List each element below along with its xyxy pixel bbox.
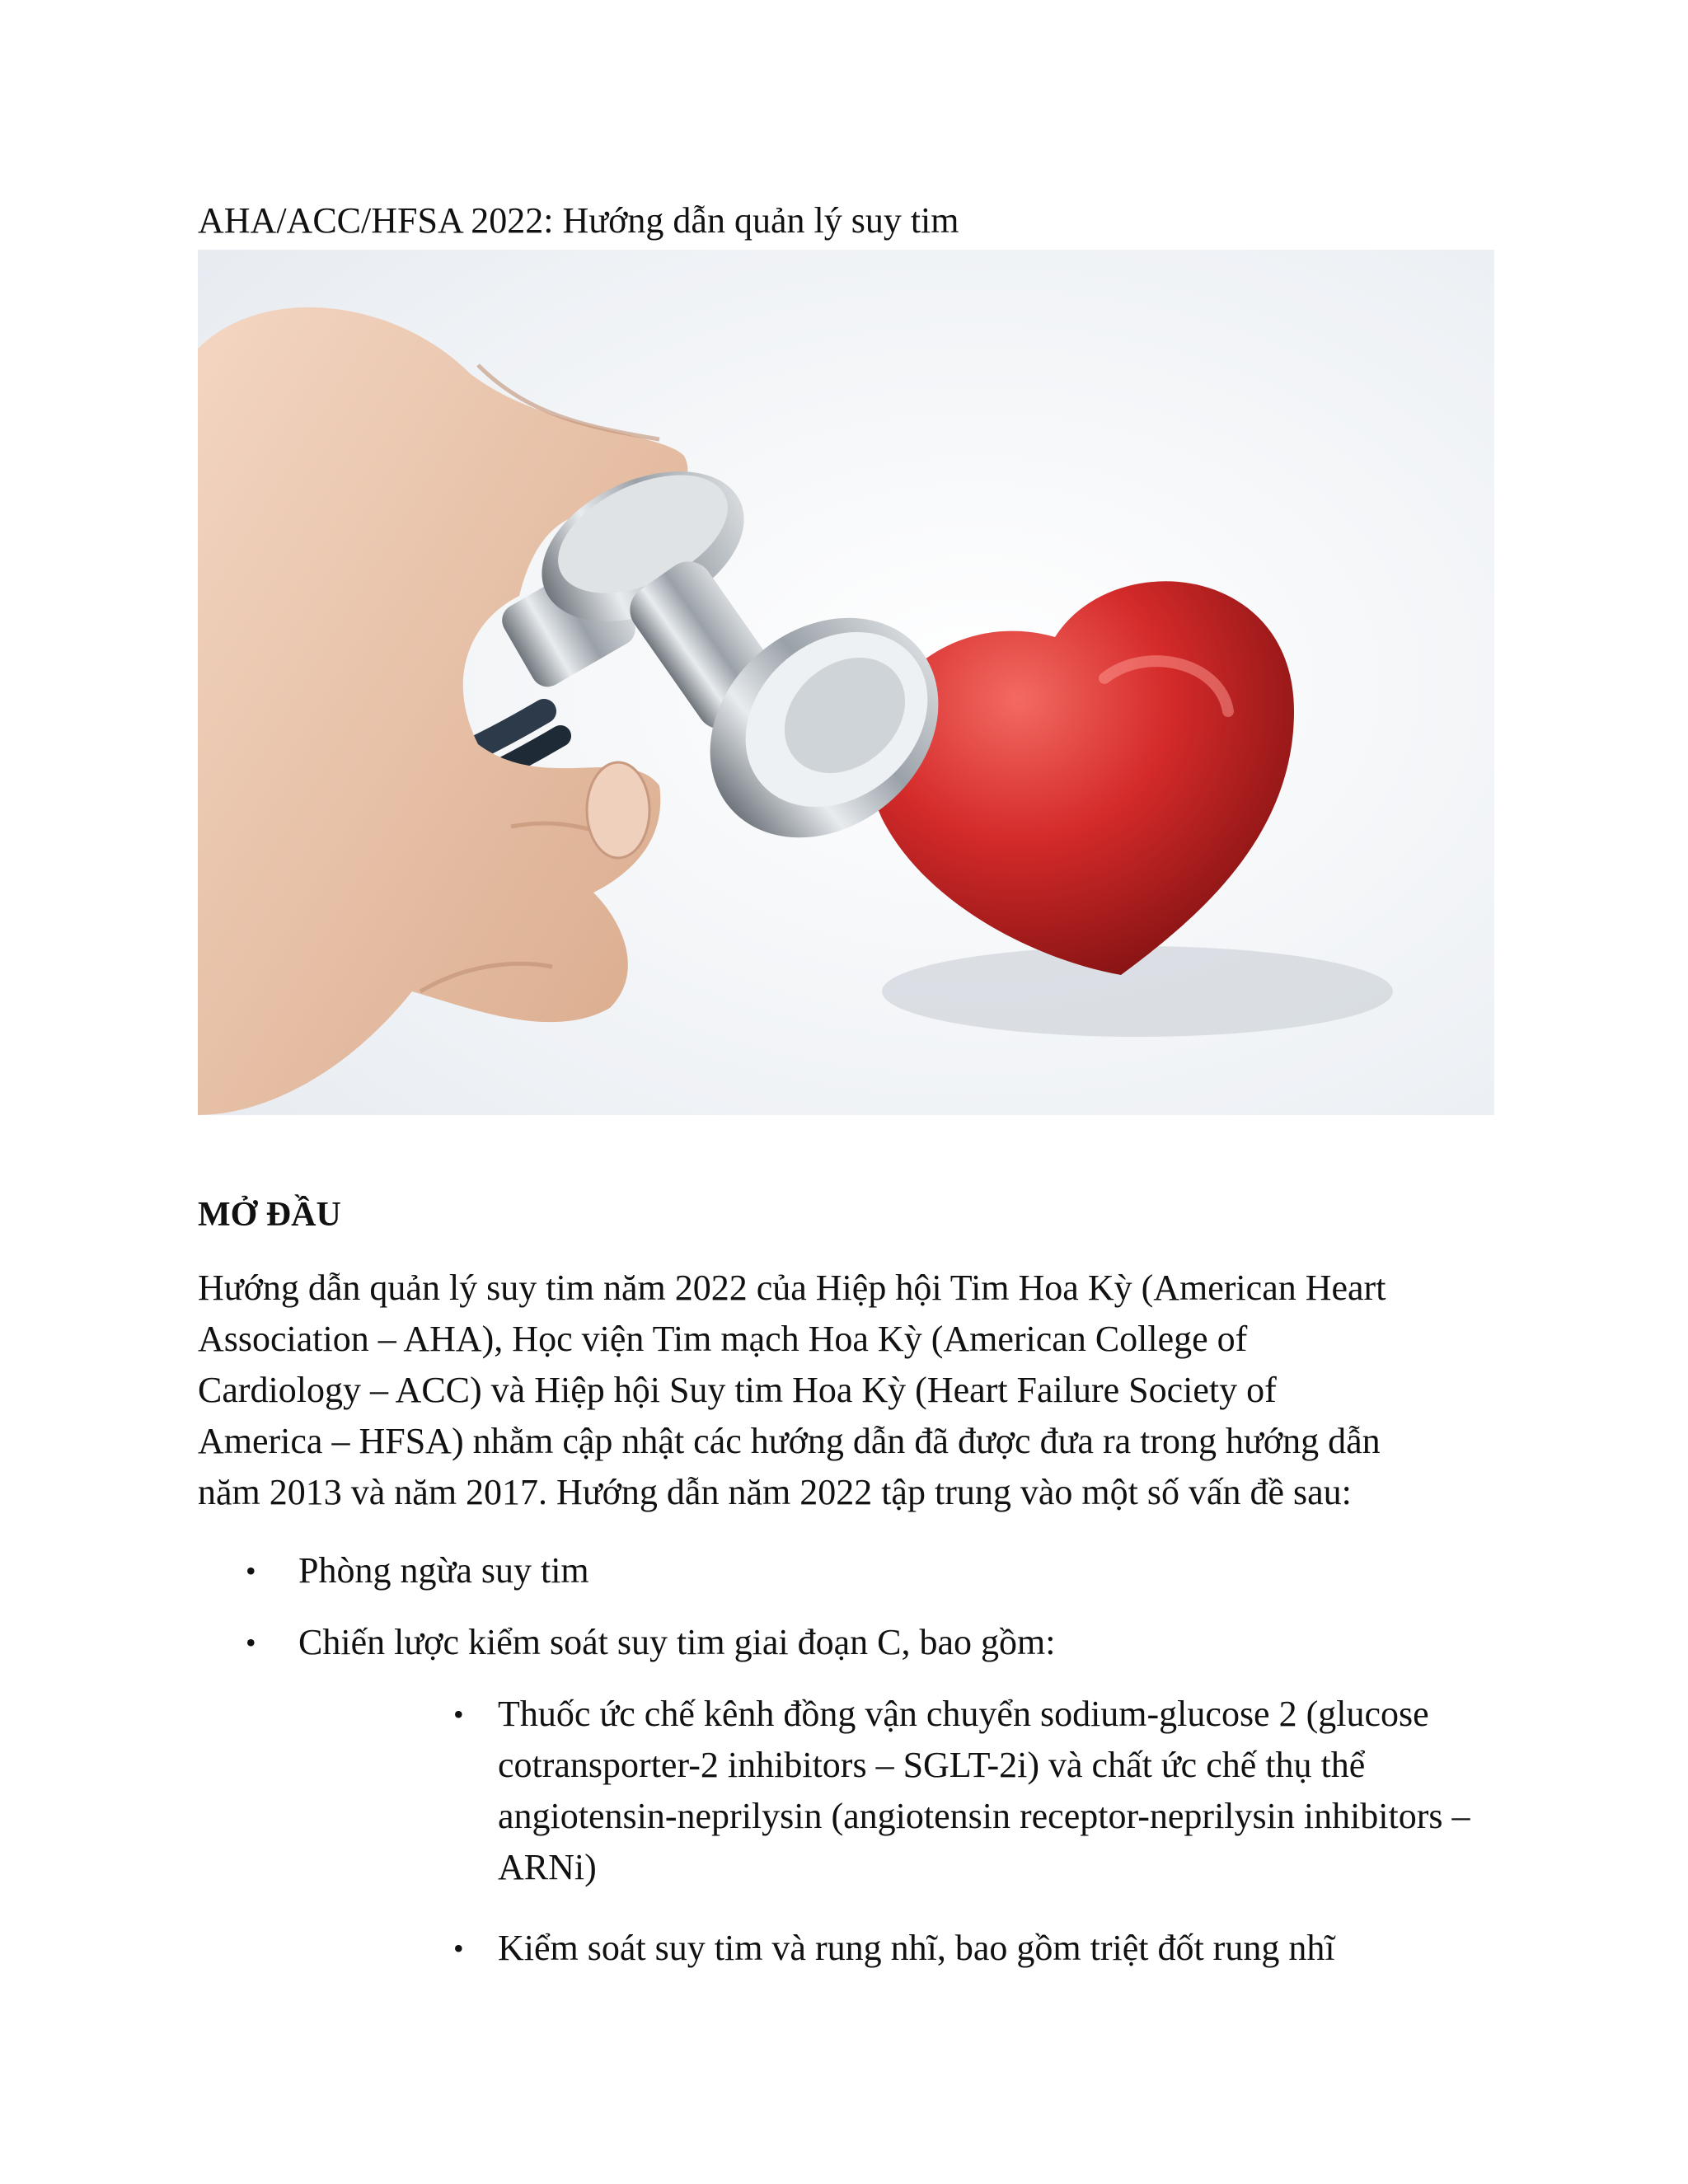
list-item-text: Phòng ngừa suy tim <box>298 1550 589 1591</box>
intro-line: Cardiology – ACC) và Hiệp hội Suy tim Hoa Kỳ (Heart Failure Society of <box>198 1370 1277 1410</box>
page-title: AHA/ACC/HFSA 2022: Hướng dẫn quản lý suy tim <box>198 200 959 241</box>
intro-line: America – HFSA) nhằm cập nhật các hướng dẫn đã được đưa ra trong hướng dẫn <box>198 1421 1381 1461</box>
list-item <box>198 1617 1496 1974</box>
sub-list-item <box>298 1923 1496 1974</box>
stethoscope-heart-illustration <box>198 250 1494 1115</box>
sub-topic-list <box>298 1689 1496 1974</box>
text-line: cotransporter-2 inhibitors – SGLT-2i) và chất ức chế thụ thể <box>498 1745 1366 1785</box>
text-line: Kiểm soát suy tim và rung nhĩ, bao gồm triệt đốt rung nhĩ <box>498 1928 1335 1968</box>
bullet-icon: • <box>453 1932 464 1965</box>
intro-paragraph <box>198 1263 1496 1518</box>
bullet-icon: • <box>246 1626 256 1659</box>
hero-image <box>198 250 1494 1115</box>
intro-line: năm 2013 và năm 2017. Hướng dẫn năm 2022 tập trung vào một số vấn đề sau: <box>198 1472 1352 1512</box>
text-line: angiotensin-neprilysin (angiotensin receptor-neprilysin inhibitors – <box>498 1796 1470 1836</box>
sub-list-item-text <box>498 1689 1496 1893</box>
sub-list-item <box>298 1689 1496 1893</box>
sub-list-item-text <box>498 1923 1496 1974</box>
intro-line: Hướng dẫn quản lý suy tim năm 2022 của Hiệp hội Tim Hoa Kỳ (American Heart <box>198 1268 1386 1308</box>
text-line: Thuốc ức chế kênh đồng vận chuyển sodium-glucose 2 (glucose <box>498 1694 1429 1734</box>
intro-line: Association – AHA), Học viện Tim mạch Hoa Kỳ (American College of <box>198 1319 1248 1359</box>
section-heading: MỞ ĐẦU <box>198 1196 341 1234</box>
list-item-text: Chiến lược kiểm soát suy tim giai đoạn C, bao gồm: <box>298 1622 1056 1662</box>
text-line: ARNi) <box>498 1847 597 1887</box>
topic-list <box>198 1545 1496 2004</box>
bullet-icon: • <box>453 1698 464 1731</box>
bullet-icon: • <box>246 1554 256 1587</box>
list-item <box>198 1545 1496 1596</box>
